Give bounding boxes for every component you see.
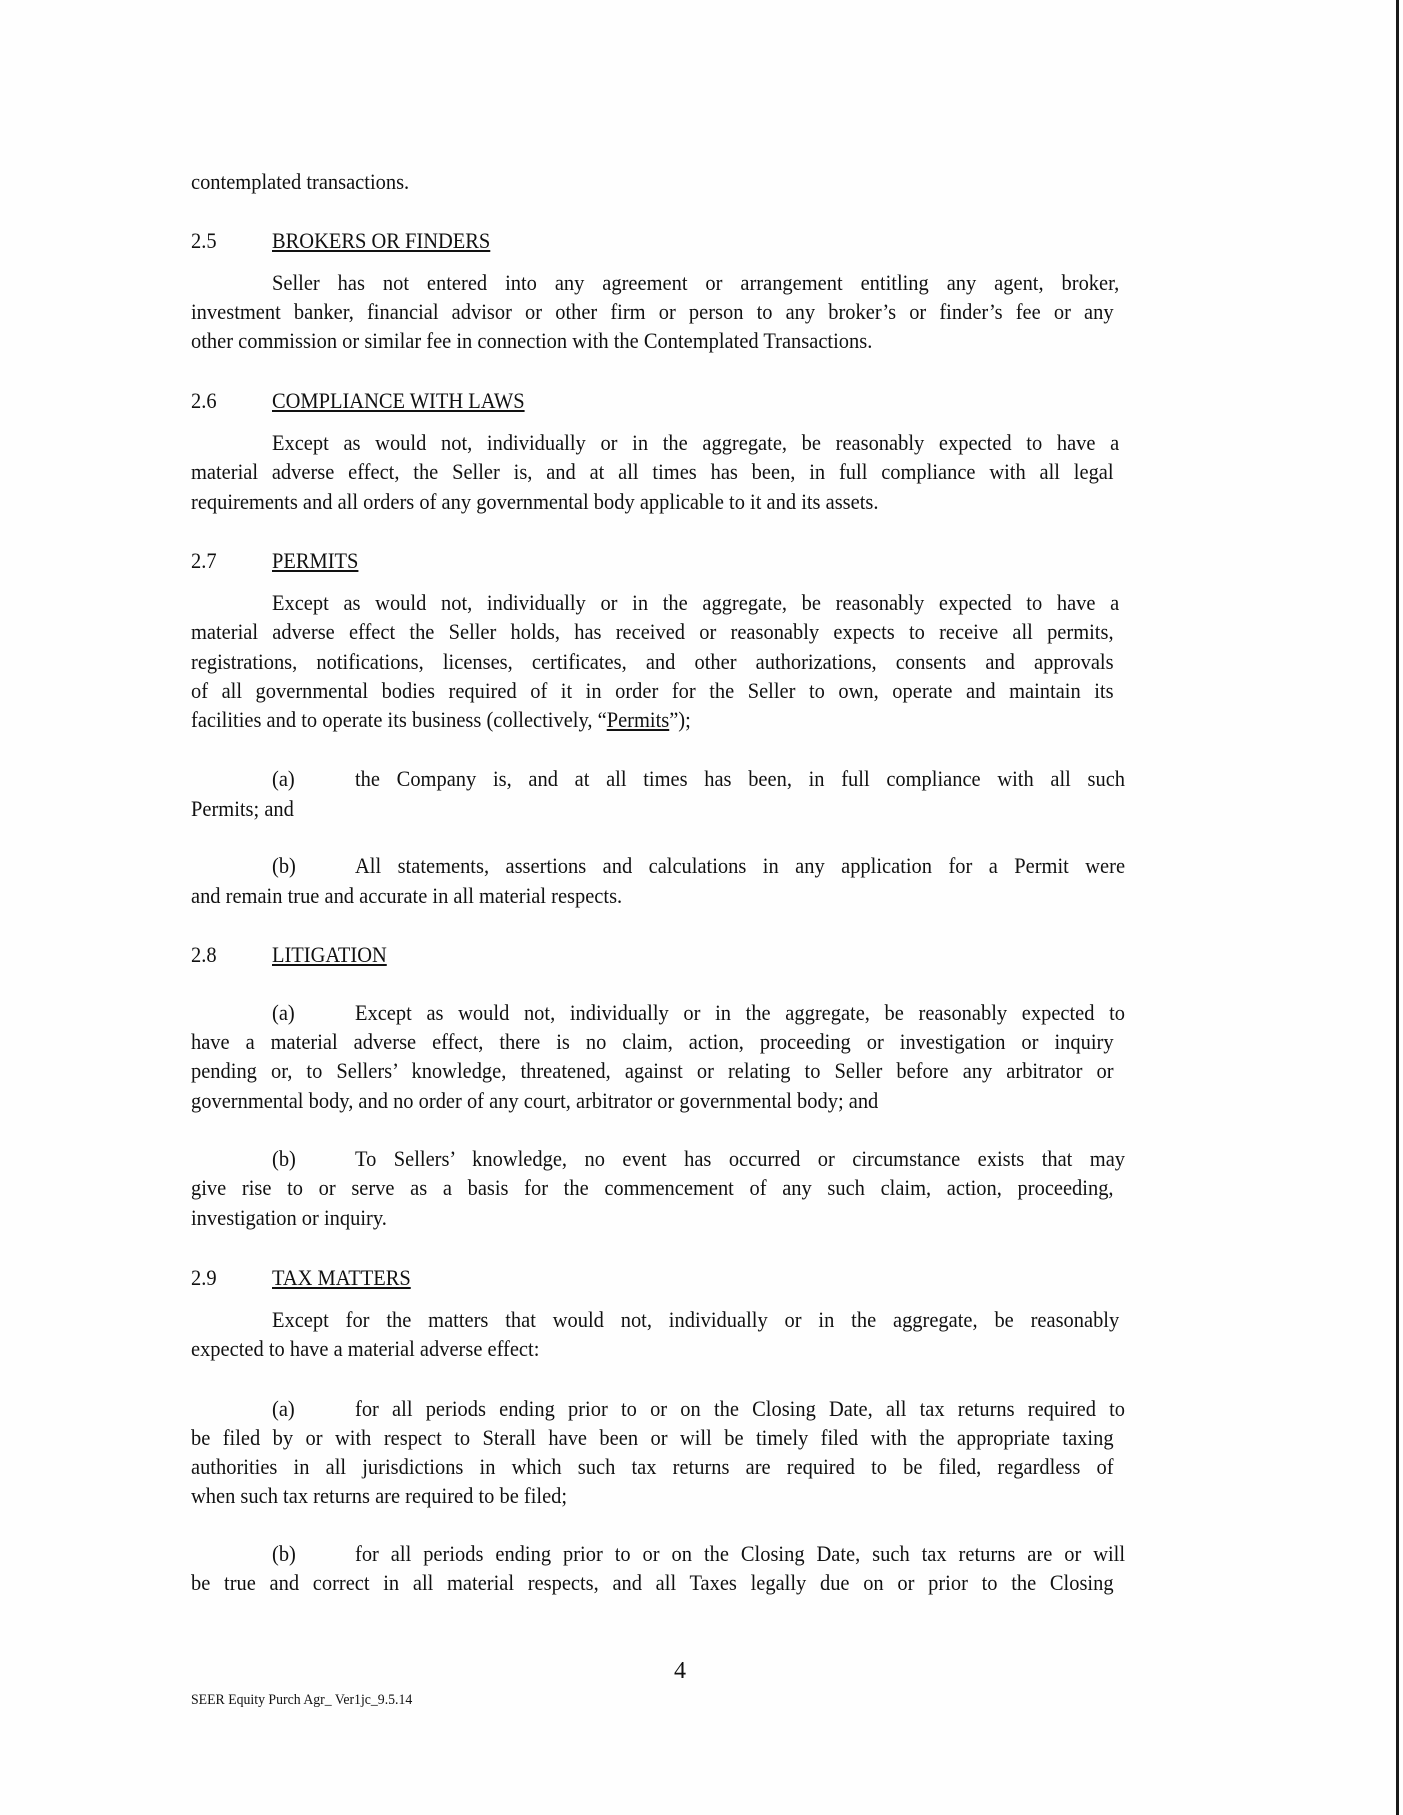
item-line: Except as would not, individually or in the aggregate, be reasonably expected to [355, 1000, 1126, 1025]
item-label: (b) [272, 1146, 296, 1171]
item-line: be true and correct in all material respects, and all Taxes legally due on or prior to the Closing [191, 1570, 1114, 1595]
section-number: 2.8 [191, 942, 217, 967]
item-label: (b) [272, 1541, 296, 1566]
paragraph-line: Except for the matters that would not, individually or in the aggregate, be reasonably [272, 1307, 1120, 1332]
section-title: PERMITS [272, 548, 359, 573]
carryover-text: contemplated transactions. [191, 169, 410, 194]
item-line: authorities in all jurisdictions in which such tax returns are required to be filed, regardless of [191, 1454, 1114, 1479]
section-number: 2.5 [191, 228, 217, 253]
paragraph-line: of all governmental bodies required of it in order for the Seller to own, operate and maintain its [191, 678, 1114, 703]
item-line: To Sellers’ knowledge, no event has occurred or circumstance exists that may [355, 1146, 1126, 1171]
item-line: be filed by or with respect to Sterall have been or will be timely filed with the appropriate taxing [191, 1425, 1114, 1450]
item-line: give rise to or serve as a basis for the commencement of any such claim, action, proceeding, [191, 1175, 1114, 1200]
section-number: 2.9 [191, 1265, 217, 1290]
item-line: governmental body, and no order of any court, arbitrator or governmental body; and [191, 1088, 879, 1113]
item-line: the Company is, and at all times has been, in full compliance with all such [355, 766, 1126, 791]
item-line: and remain true and accurate in all material respects. [191, 883, 623, 908]
item-label: (b) [272, 853, 296, 878]
paragraph-line: requirements and all orders of any governmental body applicable to it and its assets. [191, 489, 879, 514]
paragraph-line: material adverse effect, the Seller is, and at all times has been, in full compliance with all legal [191, 459, 1114, 484]
paragraph-line: other commission or similar fee in connection with the Contemplated Transactions. [191, 328, 873, 353]
page-edge-line [1396, 0, 1399, 1815]
paragraph-line: Except as would not, individually or in the aggregate, be reasonably expected to have a [272, 590, 1120, 615]
item-line: for all periods ending prior to or on the Closing Date, such tax returns are or will [355, 1541, 1126, 1566]
paragraph-line [191, 705, 1114, 734]
paragraph-text: facilities and to operate its business (collectively, “ [191, 707, 607, 732]
paragraph-line: Seller has not entered into any agreement or arrangement entitling any agent, broker, [272, 270, 1120, 295]
page-number: 4 [674, 1658, 686, 1684]
paragraph-line: registrations, notifications, licenses, certificates, and other authorizations, consents and approvals [191, 649, 1114, 674]
paragraph-line: investment banker, financial advisor or other firm or person to any broker’s or finder’s fee or any [191, 299, 1114, 324]
item-line: for all periods ending prior to or on the Closing Date, all tax returns required to [355, 1396, 1126, 1421]
defined-term-permits: Permits [606, 707, 670, 732]
paragraph-text: ”); [669, 707, 691, 732]
item-line: pending or, to Sellers’ knowledge, threatened, against or relating to Seller before any arbitrator or [191, 1058, 1114, 1083]
item-label: (a) [272, 766, 295, 791]
item-label: (a) [272, 1396, 295, 1421]
paragraph-line: material adverse effect the Seller holds, has received or reasonably expects to receive all permits, [191, 619, 1114, 644]
item-line: investigation or inquiry. [191, 1205, 387, 1230]
item-line: when such tax returns are required to be filed; [191, 1483, 568, 1508]
section-title: TAX MATTERS [272, 1265, 411, 1290]
document-footer-id: SEER Equity Purch Agr_ Ver1jc_9.5.14 [191, 1692, 413, 1708]
item-label: (a) [272, 1000, 295, 1025]
paragraph-line: Except as would not, individually or in the aggregate, be reasonably expected to have a [272, 430, 1120, 455]
section-title: COMPLIANCE WITH LAWS [272, 388, 525, 413]
section-number: 2.7 [191, 548, 217, 573]
section-title: LITIGATION [272, 942, 387, 967]
paragraph-line: expected to have a material adverse effect: [191, 1336, 540, 1361]
section-title: BROKERS OR FINDERS [272, 228, 491, 253]
item-line: All statements, assertions and calculations in any application for a Permit were [355, 853, 1126, 878]
section-number: 2.6 [191, 388, 217, 413]
item-line: have a material adverse effect, there is no claim, action, proceeding or investigation or inquiry [191, 1029, 1114, 1054]
item-line: Permits; and [191, 796, 294, 821]
